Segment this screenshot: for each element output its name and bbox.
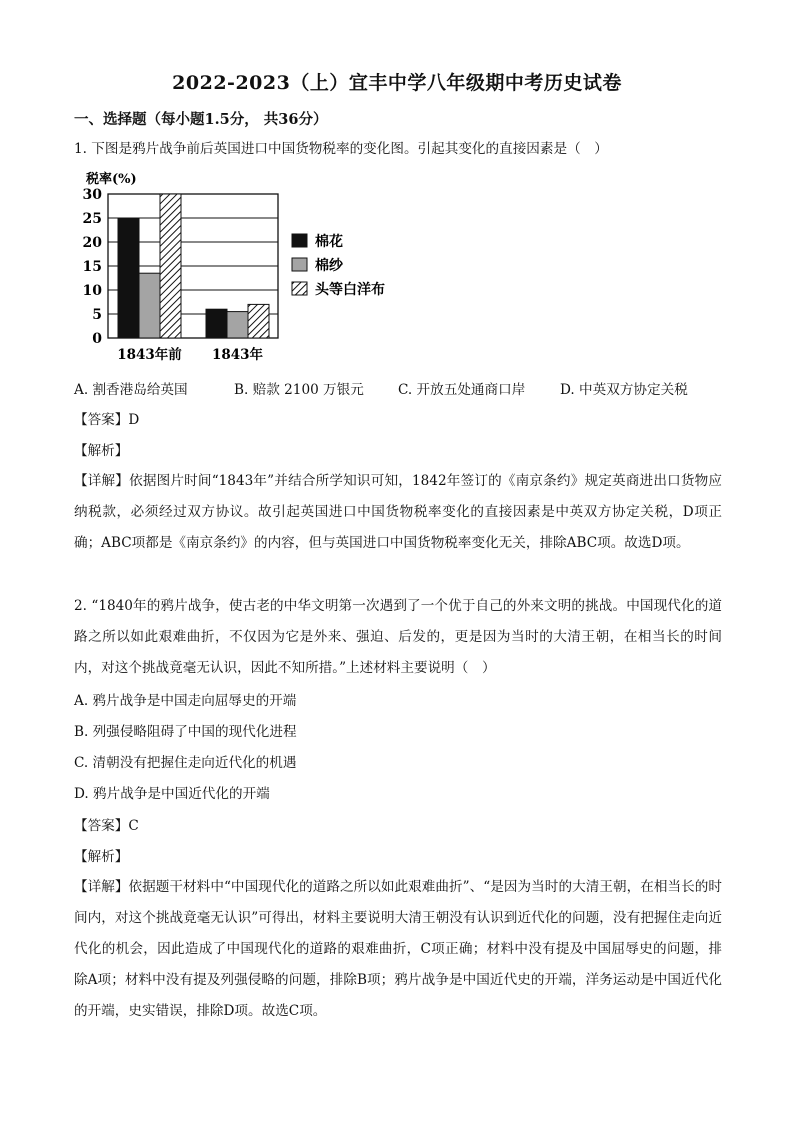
question-1-options: [74, 378, 734, 398]
chart-legend-label: 头等白洋布: [315, 282, 385, 298]
q2-analysis-label: 【解析】: [74, 849, 129, 865]
chart-y-tick-label: 30: [82, 187, 102, 203]
q2-answer: 【答案】C: [74, 818, 139, 834]
chart-bar: [227, 312, 248, 338]
chart-y-tick-label: 20: [82, 235, 102, 251]
tax-rate-bar-chart: [70, 166, 410, 372]
q2-option-c[interactable]: C. 清朝没有把握住走向近代化的机遇: [74, 755, 297, 771]
question-1-stem: 1. 下图是鸦片战争前后英国进口中国货物税率的变化图。引起其变化的直接因素是（ ）: [74, 141, 608, 157]
chart-bar: [118, 218, 139, 338]
chart-y-tick-label: 25: [82, 211, 102, 227]
chart-y-tick-label: 15: [82, 259, 102, 275]
chart-category-label: 1843年前: [117, 347, 182, 363]
q1-analysis-label: 【解析】: [74, 443, 129, 459]
chart-legend-label: 棉花: [315, 234, 343, 250]
chart-bar: [206, 309, 227, 338]
page-title: 2022-2023（上）宜丰中学八年级期中考历史试卷: [172, 72, 622, 94]
q1-option-c[interactable]: C. 开放五处通商口岸: [398, 382, 526, 398]
q2-detail: 【详解】依据题干材料中“中国现代化的道路之所以如此艰难曲折”、“是因为当时的大清王朝，在相当长的时间内，对这个挑战竟毫无认识”可得出，材料主要说明大清王朝没有认识到近代化的问题，没有把握住走向近代化的机会，因此造成了中国现代化的道路的艰难曲折，C项正确；材料中没有提及中国屈辱史的问题，排除A项；材料中没有提及列强侵略的问题，排除B项；鸦片战争是中国近代史的开端，洋务运动是中国近代化的开端，史实错误，排除D项。故选C项。: [74, 879, 722, 1019]
chart-bar: [248, 304, 269, 338]
question-2-stem: 2. “1840年的鸦片战争，使古老的中华文明第一次遇到了一个优于自己的外来文明的挑战。中国现代化的道路之所以如此艰难曲折，不仅因为它是外来、强迫、后发的，更是因为当时的大清王朝，在相当长的时间内，对这个挑战竟毫无认识，因此不知所措。”上述材料主要说明（ ）: [74, 598, 722, 676]
chart-bar: [139, 273, 160, 338]
chart-legend-label: 棉纱: [315, 258, 343, 274]
q1-answer: 【答案】D: [74, 412, 140, 428]
chart-y-tick-label: 5: [92, 307, 102, 323]
section-heading: 一、选择题（每小题1.5分， 共36分）: [74, 111, 328, 128]
chart-bar: [160, 194, 181, 338]
q1-detail: 【详解】依据图片时间“1843年”并结合所学知识可知，1842年签订的《南京条约》规定英商进出口货物应纳税款，必须经过双方协议。故引起英国进口中国货物税率变化的直接因素是中英双方协定关税，D项正确；ABC项都是《南京条约》的内容，但与英国进口中国货物税率变化无关，排除ABC项。故选D项。: [74, 473, 722, 551]
chart-y-tick-label: 0: [92, 331, 102, 347]
q1-option-a[interactable]: A. 割香港岛给英国: [74, 382, 188, 398]
q2-option-d[interactable]: D. 鸦片战争是中国近代化的开端: [74, 786, 270, 802]
chart-legend-swatch: [292, 282, 307, 295]
q1-option-d[interactable]: D. 中英双方协定关税: [560, 382, 688, 398]
chart-legend-swatch: [292, 234, 307, 247]
q2-option-b[interactable]: B. 列强侵略阻碍了中国的现代化进程: [74, 724, 297, 740]
chart-legend-swatch: [292, 258, 307, 271]
chart-y-tick-label: 10: [82, 283, 102, 299]
q2-option-a[interactable]: A. 鸦片战争是中国走向屈辱史的开端: [74, 693, 297, 709]
chart-category-label: 1843年: [211, 347, 264, 363]
chart-y-axis-label: 税率(%): [86, 172, 137, 187]
q1-option-b[interactable]: B. 赔款 2100 万银元: [234, 382, 364, 398]
